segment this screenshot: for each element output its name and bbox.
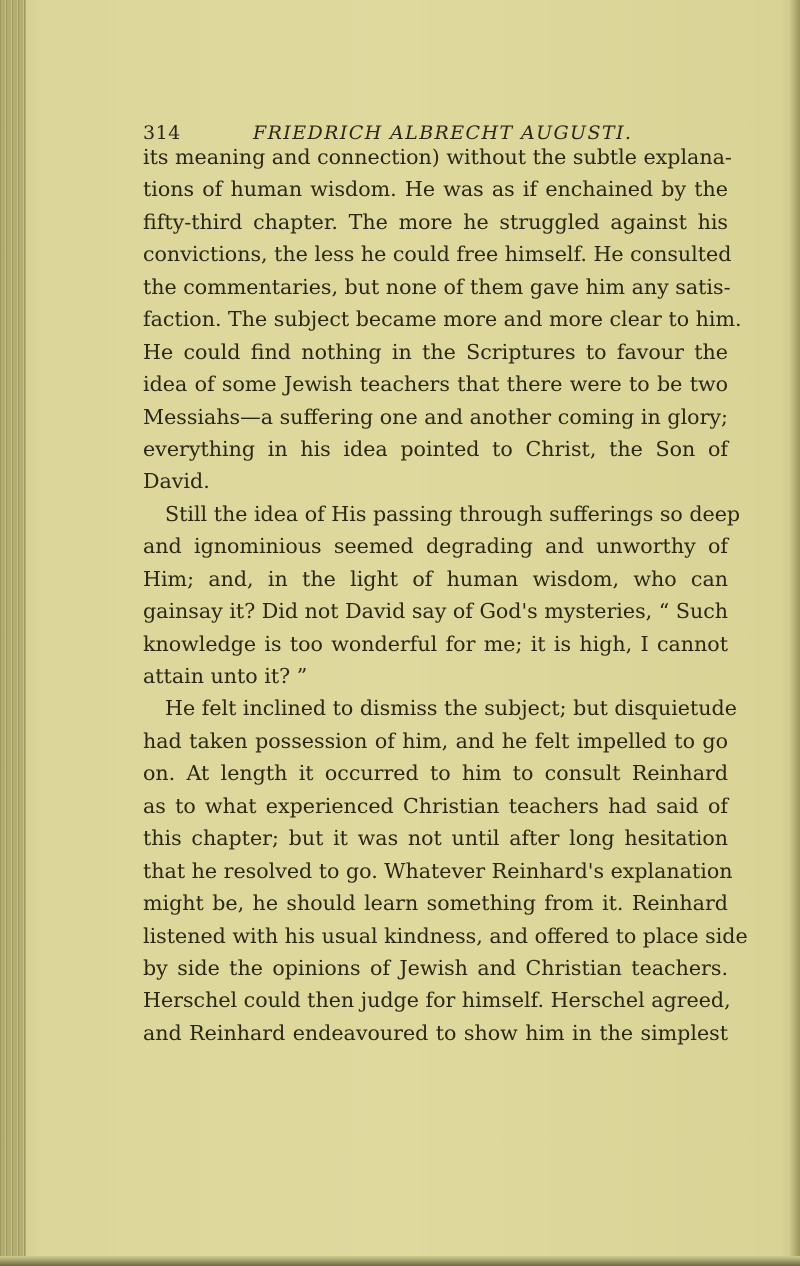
text-line: on. At length it occurred to him to consult Reinhard — [143, 761, 728, 786]
text-line: convictions, the less he could free himself. He consulted — [143, 242, 732, 267]
text-line: the commentaries, but none of them gave him any satis- — [143, 274, 731, 299]
page-bottom-edge — [0, 1256, 800, 1266]
text-line: listened with his usual kindness, and offered to place side — [143, 923, 748, 948]
text-line: attain unto it? ” — [143, 664, 308, 688]
text-line: He could find nothing in the Scriptures to favour the — [143, 339, 728, 364]
text-line: its meaning and connection) without the subtle explana- — [143, 145, 732, 169]
text-line: this chapter; but it was not until after long hesitation — [143, 826, 728, 851]
text-line: knowledge is too wonderful for me; it is high, I cannot — [143, 631, 728, 656]
page-number: 314 — [143, 122, 181, 144]
page-right-edge — [788, 0, 800, 1266]
text-line: as to what experienced Christian teachers had said of — [143, 793, 728, 818]
text-line: everything in his idea pointed to Christ, the Son of — [143, 436, 728, 461]
page-left-edge — [0, 0, 26, 1266]
text-line: gainsay it? Did not David say of God's mysteries, “ Such — [143, 599, 728, 624]
text-line: had taken possession of him, and he felt impelled to go — [143, 728, 728, 753]
text-line: might be, he should learn something from it. Reinhard — [143, 891, 728, 916]
text-line: and ignominious seemed degrading and unworthy of — [143, 534, 728, 559]
text-line: Messiahs—a suffering one and another coming in glory; — [143, 404, 728, 429]
text-line: Still the idea of His passing through sufferings so deep — [165, 501, 741, 526]
text-line: Herschel could then judge for himself. Herschel agreed, — [143, 988, 731, 1013]
body-text — [143, 141, 748, 1049]
text-line: by side the opinions of Jewish and Christian teachers. — [143, 955, 728, 980]
text-line: idea of some Jewish teachers that there were to be two — [143, 372, 728, 397]
text-line: fifty-third chapter. The more he struggled against his — [143, 209, 728, 234]
text-line: He felt inclined to dismiss the subject; but disquietude — [165, 696, 737, 721]
text-line: Him; and, in the light of human wisdom, who can — [143, 566, 728, 591]
text-line: and Reinhard endeavoured to show him in the simplest — [143, 1020, 728, 1045]
text-line: David. — [143, 469, 210, 494]
text-line: faction. The subject became more and more clear to him. — [143, 307, 742, 332]
text-line: tions of human wisdom. He was as if enchained by the — [143, 177, 728, 202]
text-line: that he resolved to go. Whatever Reinhard's explanation — [143, 858, 733, 883]
running-head: FRIEDRICH ALBRECHT AUGUSTI. — [253, 122, 633, 144]
